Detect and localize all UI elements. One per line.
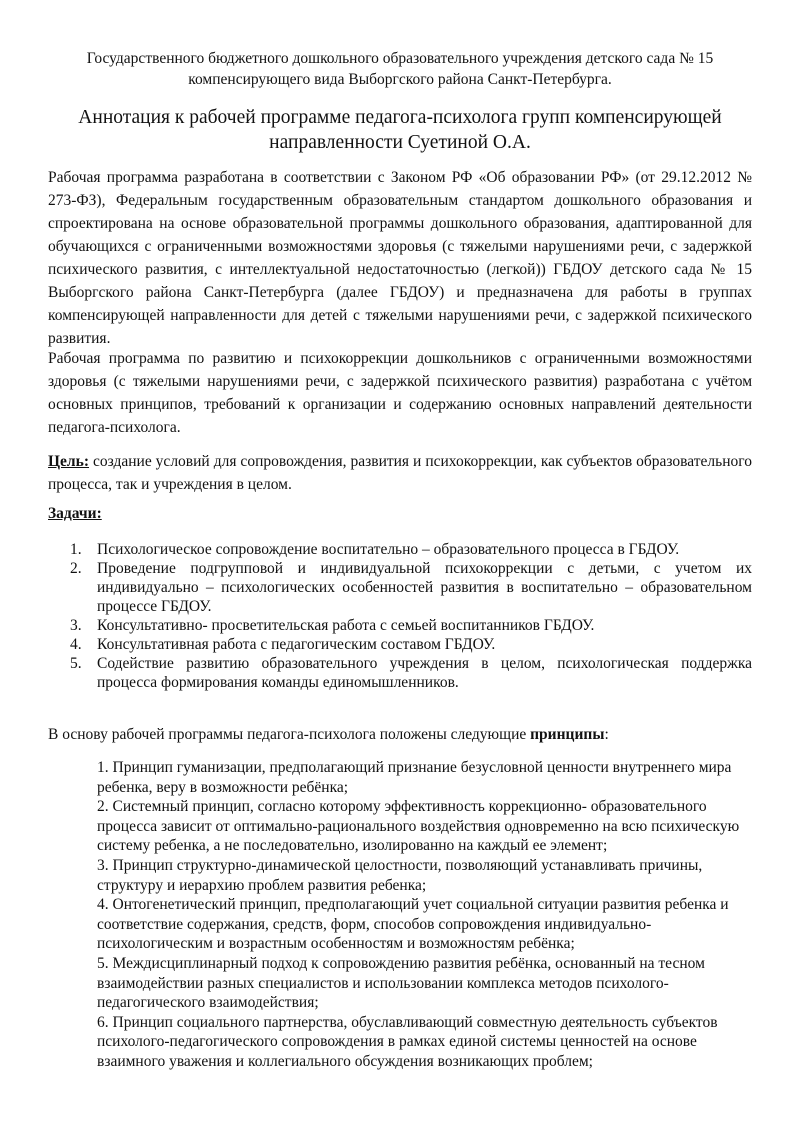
principles-intro-text: В основу рабочей программы педагога-психолога положены следующие (48, 726, 531, 743)
task-text: Консультативно- просветительская работа с семьей воспитанников ГБДОУ. (97, 617, 595, 634)
intro-paragraph-2: Рабочая программа по развитию и психокоррекции дошкольников с ограниченными возможностями здоровья (с тяжелыми нарушениями речи, с задержкой психического развития) разработана с учётом основных принципов, требований к организации и содержанию основных направлений деятельности педагога-психолога. (48, 350, 752, 436)
task-text: Содействие развитию образовательного учреждения в целом, психологическая поддержка процесса формирования команды единомышленников. (97, 655, 752, 691)
principle-item: 2. Системный принцип, согласно которому эффективность коррекционно- образовательного процесса зависит от оптимально-рационального воздействия одновременно на всю психическую систему ребенка, а не последовательно, изолированно на каждый ее элемент; (97, 798, 740, 855)
task-number: 5. (70, 655, 82, 672)
task-text: Проведение подгрупповой и индивидуальной психокоррекции с детьми, с учетом их индивидуально – психологических особенностей развития в воспитательно – образовательном процессе ГБДОУ. (97, 560, 752, 615)
principle-item: 6. Принцип социального партнерства, обуславливающий совместную деятельность субъектов психолого-педагогического сопровождения в рамках единой системы ценностей на основе взаимного уважения и коллегиального обсуждения возникающих проблем; (97, 1013, 718, 1070)
principles-intro-end: : (604, 726, 609, 743)
tasks-list (48, 540, 752, 692)
principle-item: 4. Онтогенетический принцип, предполагающий учет социальной ситуации развития ребенка и соответствие содержания, средств, форм, способов сопровождения индивидуально-психологическим и возрастным особенностям и возможностям ребёнка; (97, 896, 729, 953)
organization-line-1: Государственного бюджетного дошкольного образовательного учреждения детского сада № 15 (86, 50, 714, 67)
task-item (48, 654, 752, 692)
intro-paragraph-1: Рабочая программа разработана в соответствии с Законом РФ «Об образовании РФ» (от 29.12.2012 № 273-ФЗ), Федеральным государственным образовательным стандартом дошкольного образования и спроектирована на основе образовательной программы дошкольного образования, адаптированной для обучающихся с ограниченными возможностями здоровья (с тяжелыми нарушениями речи, с задержкой психического развития, с интеллектуальной недостаточностью (легкой)) ГБДОУ детского сада № 15 Выборгского района Санкт-Петербурга (далее ГБДОУ) и предназначена для работы в группах компенсирующей направленности для детей с тяжелыми нарушениями речи, с задержкой психического развития. (48, 169, 752, 347)
task-item (48, 559, 752, 616)
goal-label: Цель: (48, 453, 89, 470)
task-text: Психологическое сопровождение воспитательно – образовательного процесса в ГБДОУ. (97, 541, 680, 558)
task-number: 4. (70, 636, 82, 653)
principles-list (97, 758, 753, 1072)
task-number: 2. (70, 560, 82, 577)
task-item (48, 616, 752, 635)
principle-item: 3. Принцип структурно-динамической целостности, позволяющий устанавливать причины, структуру и иерархию проблем развития ребенка; (97, 856, 703, 894)
goal-paragraph (48, 450, 752, 496)
goal-text: создание условий для сопровождения, развития и психокоррекции, как субъектов образовательного процесса, так и учреждения в целом. (48, 453, 752, 493)
principle-item: 5. Междисциплинарный подход к сопровождению развития ребёнка, основанный на тесном взаимодействии разных специалистов и использовании комплекса методов психолого-педагогического взаимодействия; (97, 954, 705, 1012)
title-line-1: Аннотация к рабочей программе педагога-психолога групп компенсирующей (78, 107, 722, 128)
task-item (48, 635, 752, 654)
principles-intro-bold: принципы (530, 726, 605, 743)
task-item (48, 540, 752, 559)
tasks-heading: Задачи: (48, 505, 102, 522)
organization-header (40, 48, 760, 90)
principles-intro (48, 723, 752, 746)
organization-line-2: компенсирующего вида Выборгского района Санкт-Петербурга. (188, 71, 612, 88)
task-number: 3. (70, 617, 82, 634)
principle-item: 1. Принцип гуманизации, предполагающий признание безусловной ценности внутреннего мира ребенка, веру в возможности ребёнка; (97, 759, 732, 796)
task-number: 1. (70, 541, 82, 558)
task-text: Консультативная работа с педагогическим составом ГБДОУ. (97, 636, 496, 653)
title-line-2: направленности Суетиной О.А. (269, 132, 531, 153)
document-title (40, 105, 760, 155)
